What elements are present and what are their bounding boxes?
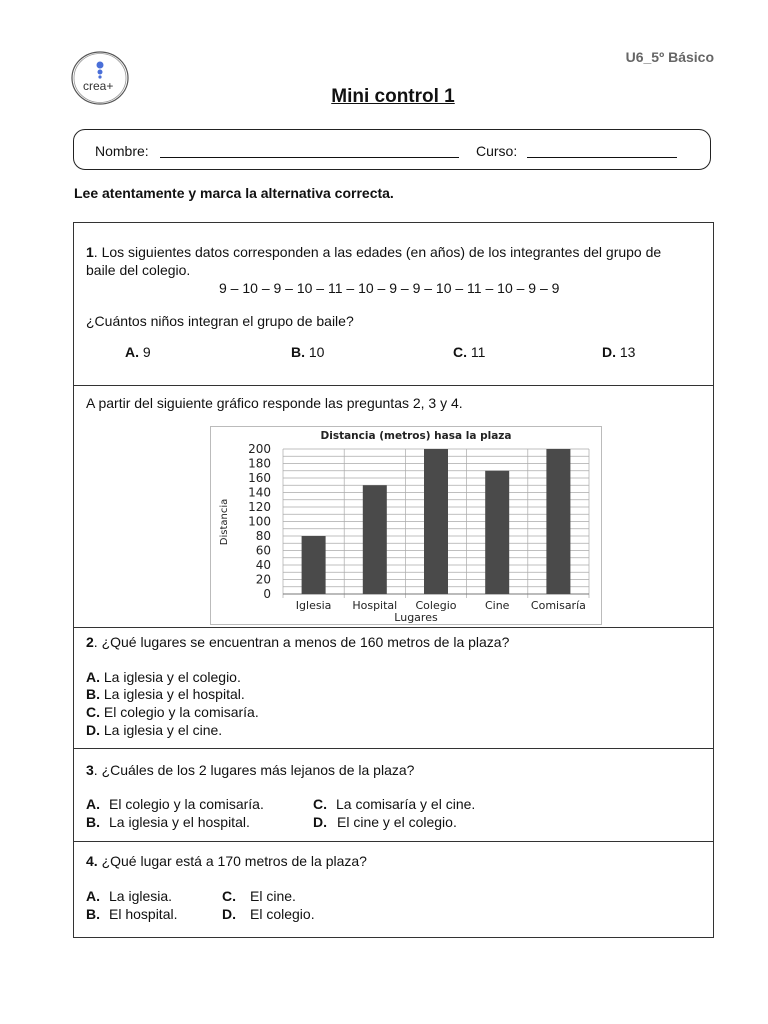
x-tick-label: Hospital	[352, 599, 398, 612]
option-b[interactable]: B. El hospital.	[86, 906, 178, 922]
x-tick-label: Cine	[484, 599, 510, 612]
y-tick-label: 60	[255, 543, 271, 558]
question-1-text-cont: baile del colegio.	[86, 262, 191, 278]
y-tick-label: 180	[248, 456, 271, 471]
option-b[interactable]: B. La iglesia y el hospital.	[86, 686, 245, 702]
question-4-text: 4. ¿Qué lugar está a 170 metros de la plaza?	[86, 853, 367, 869]
y-tick-label: 0	[263, 587, 271, 601]
divider	[73, 627, 714, 628]
question-1-prompt: ¿Cuántos niños integran el grupo de baile?	[86, 313, 354, 329]
option-b[interactable]: B. La iglesia y el hospital.	[86, 814, 250, 830]
grade-label: U6_5º Básico	[625, 49, 714, 65]
option-a[interactable]: A. La iglesia.	[86, 888, 173, 904]
option-d[interactable]: D. 13	[602, 344, 636, 360]
y-tick-label: 160	[248, 471, 271, 485]
y-tick-label: 140	[248, 485, 271, 500]
option-d[interactable]: D. La iglesia y el cine.	[86, 722, 223, 738]
y-tick-label: 200	[248, 442, 271, 456]
question-number: 1	[86, 244, 94, 260]
bar-hospital	[363, 485, 387, 594]
ages-data: 9 – 10 – 9 – 10 – 11 – 10 – 9 – 9 – 10 – 11 – 10 – 9 – 9	[219, 280, 560, 296]
y-axis-label: Distancia	[219, 498, 230, 546]
question-3-text: 3. ¿Cuáles de los 2 lugares más lejanos de la plaza?	[86, 762, 415, 778]
x-tick-label: Iglesia	[295, 599, 332, 612]
option-a[interactable]: A. 9	[125, 344, 151, 360]
divider	[73, 841, 714, 842]
logo-text: crea+	[83, 79, 114, 93]
bar-chart	[210, 426, 602, 625]
question-text: . Los siguientes datos corresponden a las edades (en años) de los integrantes del grupo de	[93, 244, 662, 260]
option-a[interactable]: A. El colegio y la comisaría.	[86, 796, 264, 812]
question-1-text	[86, 244, 661, 261]
student-info-box	[73, 129, 711, 170]
x-tick-label: Colegio	[415, 599, 457, 612]
option-c[interactable]: C. El colegio y la comisaría.	[86, 704, 259, 720]
name-field[interactable]	[160, 157, 459, 158]
chart-intro: A partir del siguiente gráfico responde las preguntas 2, 3 y 4.	[86, 395, 463, 411]
y-tick-label: 40	[255, 558, 271, 572]
bar-comisaría	[546, 449, 570, 594]
instructions: Lee atentamente y marca la alternativa correcta.	[74, 185, 394, 201]
option-c[interactable]: C. 11	[453, 344, 486, 360]
option-d[interactable]: D. El cine y el colegio.	[313, 814, 457, 830]
bar-colegio	[424, 449, 448, 594]
bar-iglesia	[302, 536, 326, 594]
course-label: Curso:	[476, 143, 518, 159]
chart-title: Distancia (metros) hasa la plaza	[320, 430, 512, 442]
bar-cine	[485, 471, 509, 594]
option-d[interactable]: D. El colegio.	[222, 906, 315, 922]
x-axis-label: Lugares	[394, 611, 438, 624]
x-tick-label: Comisaría	[530, 599, 586, 612]
y-tick-label: 80	[255, 529, 271, 543]
page-title: Mini control 1	[331, 86, 455, 107]
question-2-text: 2. ¿Qué lugares se encuentran a menos de 160 metros de la plaza?	[86, 634, 510, 650]
y-tick-label: 100	[248, 514, 271, 529]
option-a[interactable]: A. La iglesia y el colegio.	[86, 669, 241, 685]
option-b[interactable]: B. 10	[291, 344, 325, 360]
option-c[interactable]: C. La comisaría y el cine.	[313, 796, 476, 812]
name-label: Nombre:	[95, 143, 149, 159]
divider	[73, 748, 714, 749]
divider	[73, 385, 714, 386]
y-tick-label: 120	[248, 500, 271, 514]
course-field[interactable]	[527, 157, 677, 158]
chart-svg	[211, 427, 601, 624]
y-tick-label: 20	[255, 572, 271, 587]
option-c[interactable]: C. El cine.	[222, 888, 296, 904]
